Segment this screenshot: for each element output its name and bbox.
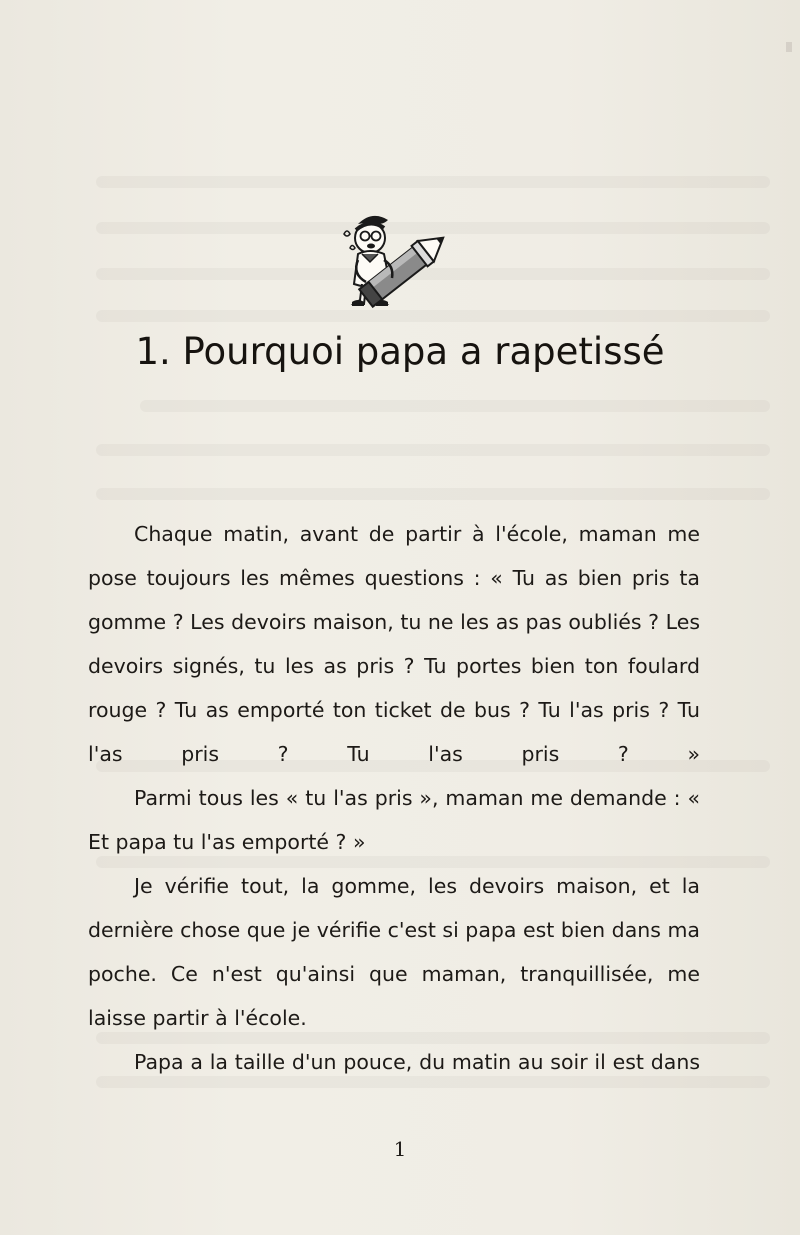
paragraph: Chaque matin, avant de partir à l'école, maman me pose toujours les mêmes questions : « Tu as bien pris ta gomme ? Les devoirs maison, tu ne les as pas oubliés ? Les devoirs signés, tu les as pris ? Tu portes bien ton foulard rouge ? Tu as emporté ton ticket de bus ? Tu l'as pris ? Tu l'as pris ? Tu l'as pris ? » xyxy=(88,522,700,766)
boy-carrying-giant-pencil-icon xyxy=(336,208,466,312)
paragraph: Parmi tous les « tu l'as pris », maman me demande : « Et papa tu l'as emporté ? » xyxy=(88,786,700,854)
chapter-title: 1. Pourquoi papa a rapetissé xyxy=(135,330,665,373)
ghost-line xyxy=(96,444,770,456)
ghost-line xyxy=(96,176,770,188)
ghost-line xyxy=(140,400,770,412)
page-number: 1 xyxy=(393,1137,407,1161)
paragraph: Je vérifie tout, la gomme, les devoirs maison, et la dernière chose que je vérifie c'est si papa est bien dans ma poche. Ce n'est qu'ainsi que maman, tranquillisée, me laisse partir à l'école. xyxy=(88,874,700,1030)
page-edge-mark xyxy=(786,42,792,52)
paragraph: Papa a la taille d'un pouce, du matin au soir il est dans xyxy=(134,1050,700,1074)
ghost-line xyxy=(96,488,770,500)
chapter-body xyxy=(88,512,700,1084)
